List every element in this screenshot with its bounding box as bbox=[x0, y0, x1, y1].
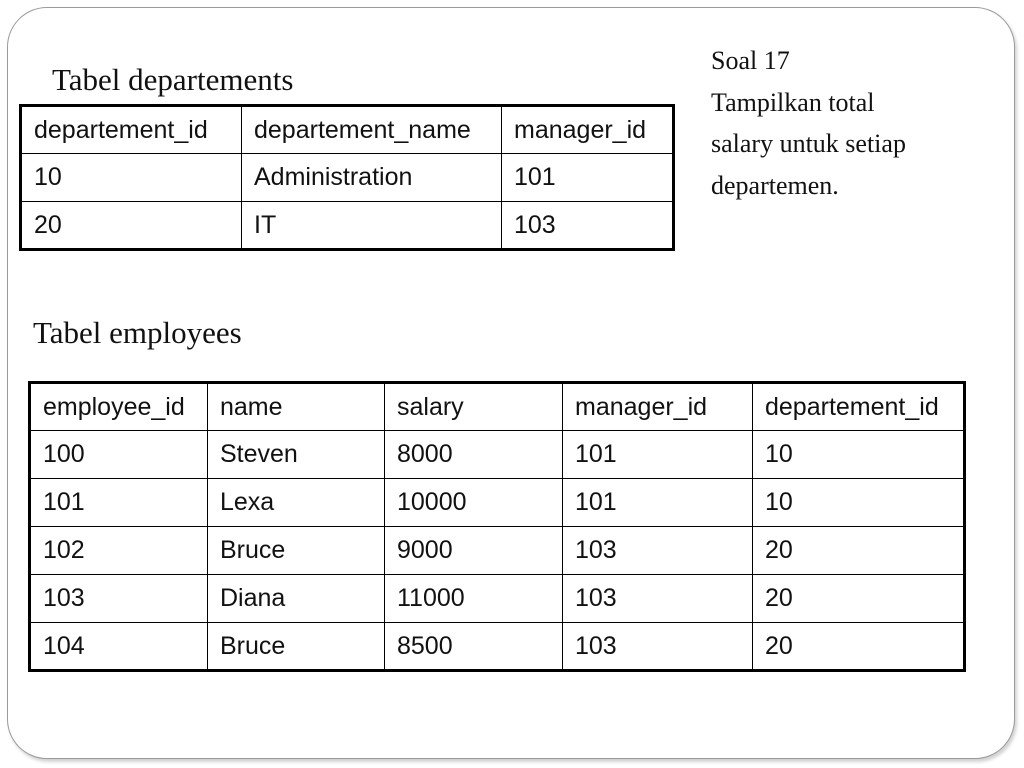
table-row bbox=[30, 623, 965, 671]
table-cell: 103 bbox=[563, 575, 753, 623]
column-header: departement_id bbox=[753, 383, 965, 431]
question-title: Soal 17 bbox=[711, 46, 790, 75]
table-row bbox=[30, 431, 965, 479]
departements-caption: Tabel departements bbox=[52, 62, 294, 97]
table-cell: 10 bbox=[753, 479, 965, 527]
table-cell: 9000 bbox=[385, 527, 563, 575]
table-row bbox=[30, 575, 965, 623]
table-row bbox=[30, 479, 965, 527]
table-cell: 103 bbox=[563, 623, 753, 671]
table-cell: 20 bbox=[21, 202, 242, 250]
table-cell: 103 bbox=[30, 575, 208, 623]
table-header-row bbox=[30, 383, 965, 431]
table-cell: 20 bbox=[753, 623, 965, 671]
table-cell: Steven bbox=[208, 431, 385, 479]
table-cell: Diana bbox=[208, 575, 385, 623]
column-header: manager_id bbox=[502, 106, 674, 154]
table-cell: 20 bbox=[753, 575, 965, 623]
column-header: departement_name bbox=[242, 106, 502, 154]
table-cell: 10000 bbox=[385, 479, 563, 527]
table-cell: 101 bbox=[563, 479, 753, 527]
departements-table bbox=[19, 104, 675, 251]
column-header: salary bbox=[385, 383, 563, 431]
table-cell: IT bbox=[242, 202, 502, 250]
employees-table bbox=[28, 381, 966, 672]
table-row bbox=[30, 527, 965, 575]
table-cell: Bruce bbox=[208, 527, 385, 575]
table-cell: 11000 bbox=[385, 575, 563, 623]
table-row bbox=[21, 202, 674, 250]
table-cell: 101 bbox=[502, 154, 674, 202]
table-cell: 101 bbox=[563, 431, 753, 479]
question-line: salary untuk setiap bbox=[711, 129, 906, 158]
table-cell: 103 bbox=[563, 527, 753, 575]
table-row bbox=[21, 154, 674, 202]
table-cell: 20 bbox=[753, 527, 965, 575]
column-header: name bbox=[208, 383, 385, 431]
column-header: departement_id bbox=[21, 106, 242, 154]
table-cell: 8500 bbox=[385, 623, 563, 671]
table-cell: 104 bbox=[30, 623, 208, 671]
table-header-row bbox=[21, 106, 674, 154]
table-cell: 103 bbox=[502, 202, 674, 250]
table-cell: 100 bbox=[30, 431, 208, 479]
table-cell: 8000 bbox=[385, 431, 563, 479]
table-cell: 10 bbox=[753, 431, 965, 479]
table-cell: Bruce bbox=[208, 623, 385, 671]
question-line: departemen. bbox=[711, 170, 839, 200]
column-header: employee_id bbox=[30, 383, 208, 431]
question-text bbox=[711, 40, 1001, 206]
employees-caption: Tabel employees bbox=[33, 315, 242, 350]
table-cell: 102 bbox=[30, 527, 208, 575]
table-cell: Lexa bbox=[208, 479, 385, 527]
table-cell: 10 bbox=[21, 154, 242, 202]
column-header: manager_id bbox=[563, 383, 753, 431]
question-line: Tampilkan total bbox=[711, 87, 875, 117]
table-cell: 101 bbox=[30, 479, 208, 527]
table-cell: Administration bbox=[242, 154, 502, 202]
